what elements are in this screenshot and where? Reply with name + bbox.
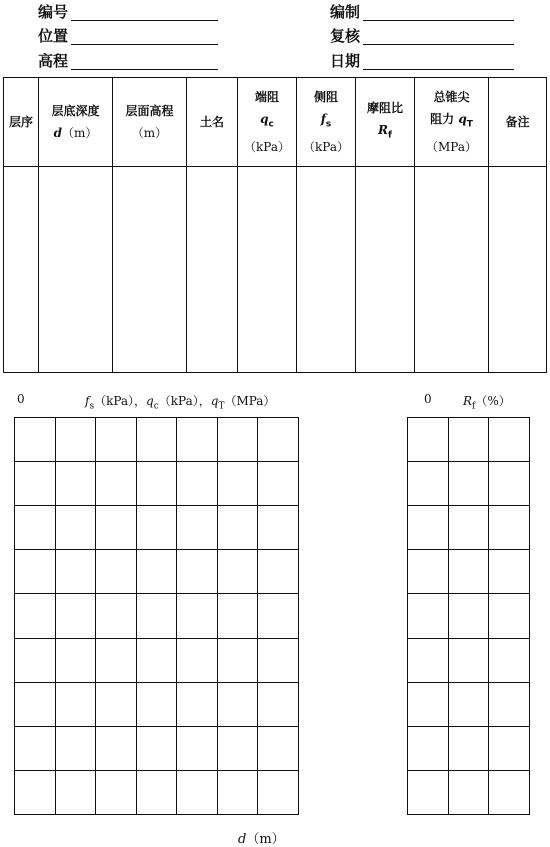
- left-grid-cell: [258, 506, 299, 550]
- right-grid-cell: [489, 726, 530, 770]
- field-date-line[interactable]: [363, 69, 514, 70]
- left-grid-cell: [96, 682, 137, 726]
- header-tip-resistance: 端阻 $q_c$ （kPa）: [238, 78, 297, 167]
- left-grid-cell: [217, 726, 258, 770]
- left-grid-table: [14, 417, 299, 815]
- left-grid-cell: [177, 550, 218, 594]
- field-location-label: 位置: [38, 27, 69, 45]
- header-layer-seq: 层序: [4, 78, 39, 167]
- left-grid-row: [15, 770, 299, 814]
- left-grid-cell: [55, 550, 96, 594]
- depth-axis-label: d（m）: [238, 832, 285, 847]
- right-grid-cell: [448, 682, 489, 726]
- field-elevation: [38, 52, 220, 72]
- left-grid-cell: [96, 638, 137, 682]
- left-grid-cell: [55, 682, 96, 726]
- field-compiled-by: [330, 3, 516, 23]
- right-grid-cell: [448, 726, 489, 770]
- right-grid-cell: [408, 462, 449, 506]
- left-grid-cell: [217, 594, 258, 638]
- right-grid-row: [408, 770, 530, 814]
- left-grid-cell: [258, 418, 299, 462]
- left-grid-row: [15, 550, 299, 594]
- left-grid-cell: [96, 506, 137, 550]
- left-grid-cell: [55, 462, 96, 506]
- right-grid-row: [408, 550, 530, 594]
- left-grid-cell: [96, 770, 137, 814]
- left-grid-cell: [55, 638, 96, 682]
- field-date-label: 日期: [330, 52, 361, 70]
- right-grid-table: [407, 417, 530, 815]
- left-grid-row: [15, 418, 299, 462]
- left-grid-row: [15, 506, 299, 550]
- cell-side-resistance[interactable]: [297, 167, 356, 373]
- field-reviewed-by-line[interactable]: [363, 44, 514, 45]
- right-grid-cell: [448, 550, 489, 594]
- left-grid-cell: [217, 638, 258, 682]
- field-date: [330, 52, 516, 72]
- field-elevation-label: 高程: [38, 52, 69, 70]
- left-grid-cell: [15, 682, 56, 726]
- left-grid-cell: [15, 770, 56, 814]
- left-grid-cell: [177, 462, 218, 506]
- right-chart-axis-label: $R_f(\%)$: [463, 394, 511, 412]
- header-soil-name: 土名: [187, 78, 238, 167]
- right-grid-row: [408, 638, 530, 682]
- left-grid-row: [15, 682, 299, 726]
- left-grid-cell: [55, 594, 96, 638]
- left-grid-cell: [15, 550, 56, 594]
- left-grid-cell: [136, 726, 177, 770]
- left-grid-cell: [15, 638, 56, 682]
- left-grid-cell: [15, 418, 56, 462]
- cell-tip-resistance[interactable]: [238, 167, 297, 373]
- right-grid-cell: [448, 506, 489, 550]
- right-chart-origin: 0: [424, 392, 432, 406]
- field-location: [38, 27, 220, 47]
- left-grid-cell: [258, 462, 299, 506]
- right-grid-cell: [408, 726, 449, 770]
- left-grid-cell: [258, 550, 299, 594]
- right-chart-grid: [407, 417, 530, 815]
- left-grid-cell: [258, 594, 299, 638]
- right-grid-cell: [489, 506, 530, 550]
- field-reviewed-by: [330, 27, 516, 47]
- left-grid-cell: [258, 638, 299, 682]
- left-grid-cell: [15, 726, 56, 770]
- cell-top-elevation[interactable]: [113, 167, 187, 373]
- header-total-cone-resistance: 总锥尖 阻力 $q_T$ （MPa）: [415, 78, 489, 167]
- field-elevation-line[interactable]: [71, 69, 218, 70]
- left-grid-cell: [217, 550, 258, 594]
- left-grid-cell: [258, 770, 299, 814]
- cell-layer-seq[interactable]: [4, 167, 39, 373]
- right-grid-cell: [408, 594, 449, 638]
- right-grid-row: [408, 418, 530, 462]
- header-top-elevation: 层面高程 （m）: [113, 78, 187, 167]
- left-grid-cell: [15, 594, 56, 638]
- left-grid-cell: [217, 682, 258, 726]
- right-grid-cell: [489, 594, 530, 638]
- left-grid-cell: [15, 506, 56, 550]
- right-grid-cell: [408, 418, 449, 462]
- left-grid-cell: [55, 770, 96, 814]
- right-grid-cell: [448, 462, 489, 506]
- left-grid-row: [15, 462, 299, 506]
- header-remarks: 备注: [489, 78, 547, 167]
- right-grid-cell: [408, 638, 449, 682]
- left-grid-cell: [258, 726, 299, 770]
- header-friction-ratio: 摩阻比 $R_f$: [356, 78, 415, 167]
- left-grid-cell: [96, 726, 137, 770]
- right-grid-cell: [448, 638, 489, 682]
- right-grid-cell: [489, 638, 530, 682]
- right-grid-row: [408, 726, 530, 770]
- left-grid-cell: [136, 638, 177, 682]
- left-grid-cell: [217, 770, 258, 814]
- left-chart-origin: 0: [17, 392, 25, 406]
- field-reviewed-by-label: 复核: [330, 27, 361, 45]
- field-number: [38, 3, 220, 23]
- left-grid-cell: [96, 462, 137, 506]
- left-grid-cell: [217, 506, 258, 550]
- left-grid-row: [15, 638, 299, 682]
- field-compiled-by-line[interactable]: [363, 20, 514, 21]
- left-chart-axis-label: $f_s(kPa)$，$q_c(kPa)$，$q_T(MPa)$: [85, 394, 276, 412]
- left-grid-cell: [177, 770, 218, 814]
- header-side-resistance: 侧阻 $f_s$ （kPa）: [297, 78, 356, 167]
- left-chart-grid: [14, 417, 299, 815]
- left-grid-cell: [55, 506, 96, 550]
- left-grid-cell: [136, 418, 177, 462]
- cell-friction-ratio[interactable]: [356, 167, 415, 373]
- right-grid-cell: [448, 770, 489, 814]
- layer-table: [3, 77, 547, 373]
- field-number-label: 编号: [38, 3, 69, 21]
- right-grid-cell: [489, 550, 530, 594]
- right-grid-cell: [408, 682, 449, 726]
- cell-soil-name[interactable]: [187, 167, 238, 373]
- field-location-line[interactable]: [71, 44, 218, 45]
- right-grid-cell: [489, 770, 530, 814]
- cell-total-cone-resistance[interactable]: [415, 167, 489, 373]
- right-grid-cell: [448, 594, 489, 638]
- right-grid-cell: [489, 682, 530, 726]
- table-header-row: [4, 78, 547, 167]
- right-grid-row: [408, 506, 530, 550]
- left-grid-cell: [55, 726, 96, 770]
- left-grid-row: [15, 594, 299, 638]
- field-compiled-by-label: 编制: [330, 3, 361, 21]
- left-grid-cell: [96, 418, 137, 462]
- left-grid-cell: [96, 550, 137, 594]
- left-grid-cell: [258, 682, 299, 726]
- right-grid-cell: [408, 506, 449, 550]
- left-grid-cell: [55, 418, 96, 462]
- left-grid-cell: [136, 594, 177, 638]
- left-grid-cell: [136, 682, 177, 726]
- left-grid-cell: [177, 594, 218, 638]
- left-grid-cell: [217, 418, 258, 462]
- left-grid-cell: [136, 770, 177, 814]
- right-grid-row: [408, 462, 530, 506]
- header-bottom-depth: 层底深度 d（m）: [39, 78, 113, 167]
- field-number-line[interactable]: [71, 20, 218, 21]
- left-grid-cell: [177, 638, 218, 682]
- left-grid-cell: [96, 594, 137, 638]
- right-grid-cell: [489, 418, 530, 462]
- left-grid-cell: [177, 506, 218, 550]
- right-grid-cell: [448, 418, 489, 462]
- table-row: [4, 167, 547, 373]
- left-grid-row: [15, 726, 299, 770]
- left-grid-cell: [136, 550, 177, 594]
- left-grid-cell: [217, 462, 258, 506]
- left-grid-cell: [177, 726, 218, 770]
- left-grid-cell: [177, 418, 218, 462]
- right-grid-cell: [408, 770, 449, 814]
- right-grid-cell: [408, 550, 449, 594]
- left-grid-cell: [177, 682, 218, 726]
- cell-bottom-depth[interactable]: [39, 167, 113, 373]
- left-grid-cell: [136, 506, 177, 550]
- left-grid-cell: [136, 462, 177, 506]
- right-grid-row: [408, 594, 530, 638]
- cell-remarks[interactable]: [489, 167, 547, 373]
- right-grid-row: [408, 682, 530, 726]
- right-grid-cell: [489, 462, 530, 506]
- left-grid-cell: [15, 462, 56, 506]
